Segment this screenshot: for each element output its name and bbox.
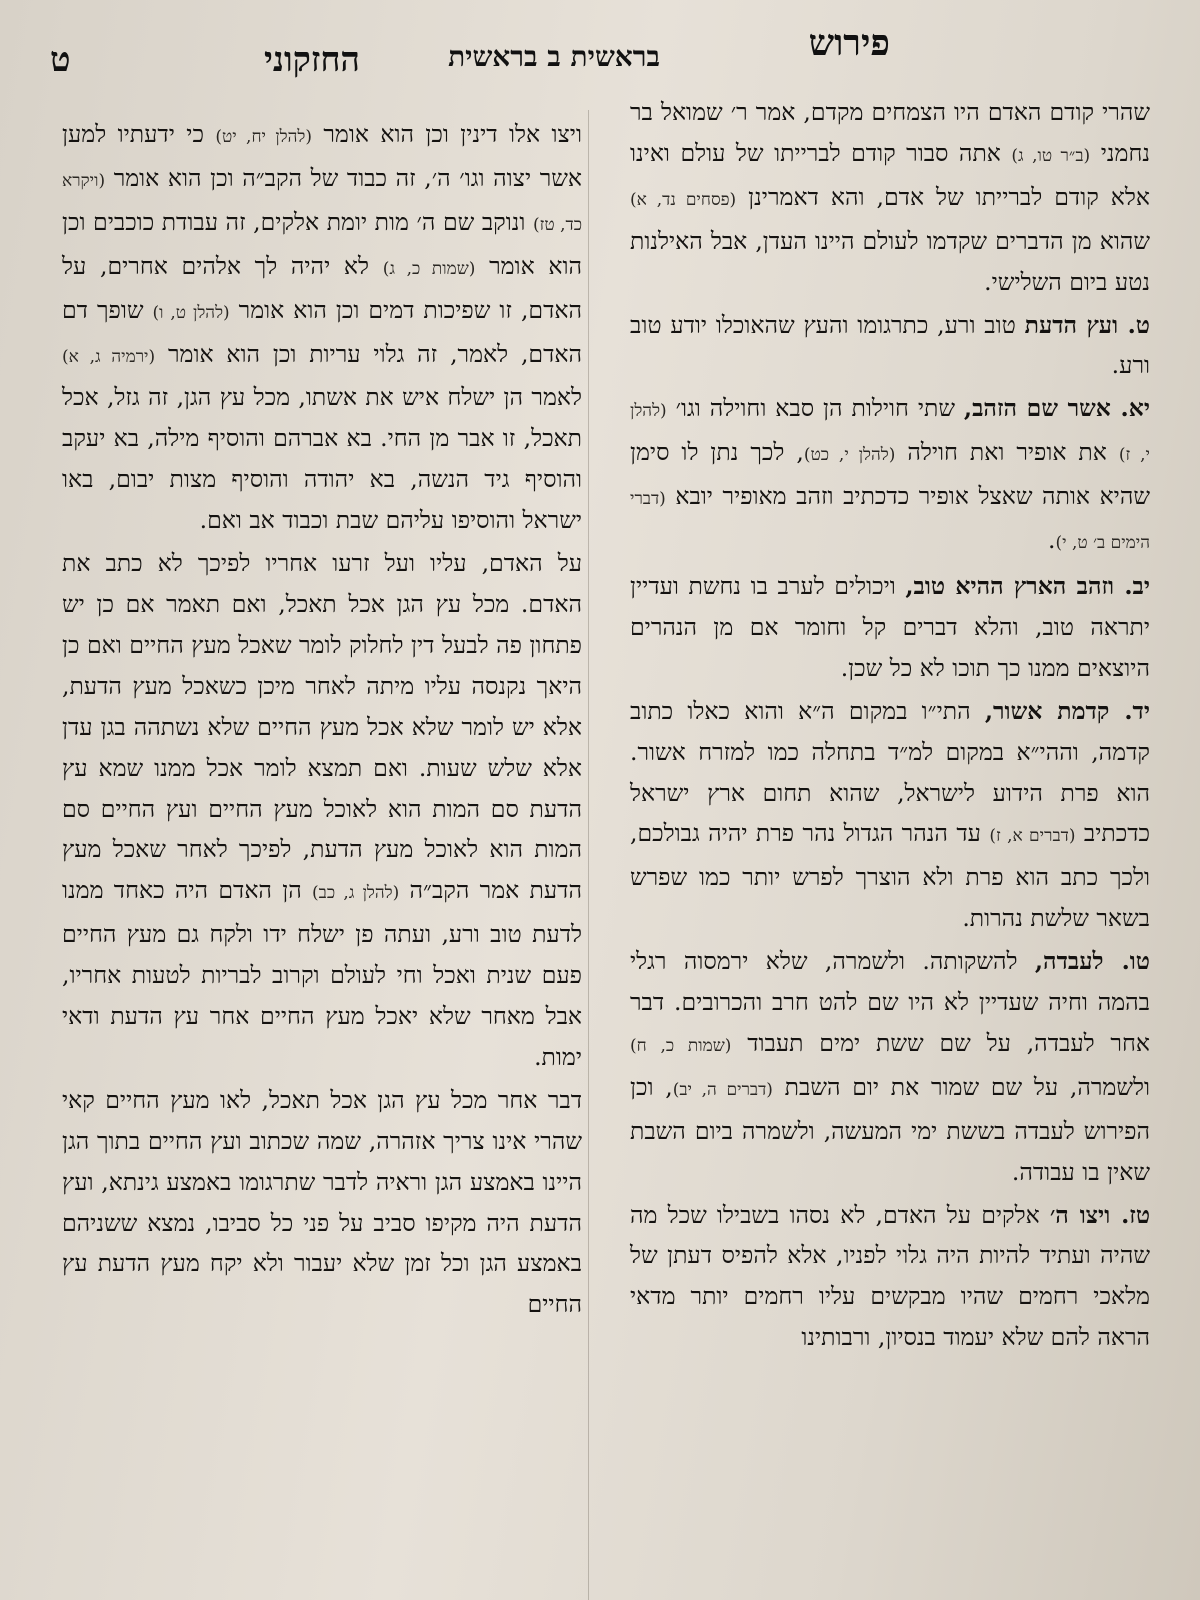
source-reference: (שמות כ, ג)	[382, 258, 476, 279]
header-verse-ref: בראשית ב בראשית	[448, 40, 660, 73]
source-reference: (להלן י, כט)	[803, 445, 896, 466]
source-reference: (דברים ה, יב)	[672, 1079, 773, 1100]
commentary-text: הן האדם היה כאחד ממנו לדעת טוב ורע, ועתה פן ישלח ידו ולקח גם מעץ החיים פעם שנית ואכל וחי לעולם וקרוב לבריות לטעות אחריו, אבל מאחר שלא יאכל מעץ החיים אחר עץ הדעת ודאי ימות.	[62, 876, 582, 1071]
commentary-text: ויצו אלו דינין וכן הוא אומר	[311, 120, 582, 148]
commentary-text: ולשמרה, על שם שמור את יום השבת	[772, 1072, 1150, 1101]
commentary-text: על האדם, עליו ועל זרעו אחריו לפיכך לא כתב את האדם. מכל עץ הגן אכל תאכל, ואם תאמר אם כן יש פתחון פה לבעל דין לחלוק לומר שאכל מעץ החיים ואם כן היאך נקנסה עליו מיתה לאחר מיכן כשאכל מעץ הדעת, אלא יש לומר שלא אכל מעץ החיים שלא נשתהה בגן עדן אלא שלש שעות. ואם תמצא לומר אכל ממנו שמא עץ הדעת סם המות הוא לאוכל מעץ החיים ועץ החיים סם המות הוא לאוכל מעץ הדעת, לפיכך לאחר שאכל מעץ הדעת אמר הקב״ה	[62, 549, 582, 905]
source-reference: (דברי הימים ב׳ ט, י)	[630, 489, 1150, 554]
source-reference: (להלן י, ז)	[630, 401, 1150, 466]
commentary-text: טוב ורע, כתרגומו והעץ שהאוכלו יודע טוב ורע.	[630, 310, 1150, 380]
column-divider	[588, 110, 589, 1600]
commentary-text: שופך דם האדם, לאמר, זה גלוי עריות וכן הוא אומר	[62, 295, 582, 368]
verse-lemma: יב. וזהב הארץ ההיא טוב,	[905, 571, 1150, 600]
commentary-paragraph	[62, 543, 582, 1078]
commentary-text: ויכולים לערב בו נחשת ועדיין יתראה טוב, והלא דברים קל וחומר אם מן הנהרים היוצאים ממנו כך תוכו לא כל שכן.	[630, 571, 1150, 682]
commentary-paragraph	[630, 1195, 1150, 1359]
commentary-text: כי ידעתיו למען אשר יצוה וגו׳ ה׳, זה כבוד של הקב״ה וכן הוא אומר	[62, 120, 582, 192]
commentary-text: לא יהיה לך אלהים אחרים, על האדם, זו שפיכות דמים וכן הוא אומר	[62, 251, 582, 324]
source-reference: (דברים א, ז)	[989, 826, 1076, 847]
commentary-text: שהוא מן הדברים שקדמו לעולם היינו העדן, אבל האילנות נטע ביום השלישי.	[630, 226, 1150, 296]
verse-lemma: יד. קדמת אשור,	[984, 696, 1150, 725]
commentary-text: ונוקב שם ה׳ מות יומת אלקים, זה עבודת כוכבים וכן הוא אומר	[62, 207, 582, 280]
commentary-text: אתה סבור קודם לברייתו של עולם ואינו אלא קודם לברייתו של אדם, והא דאמרינן	[630, 138, 1150, 211]
commentary-text: לאמר הן ישלח איש את אשתו, מכל עץ הגן, זה גזל, אכל תאכל, זו אבר מן החי. בא אברהם והוסיף מילה, בא יעקב והוסיף גיד הנשה, בא יהודה והוסיף מצות יבום, באו ישראל והוסיפו עליהם שבת וכבוד אב ואם.	[62, 383, 582, 535]
commentary-text: שהרי קודם האדם היו הצמחים מקדם, אמר ר׳ שמואל בר נחמני	[630, 98, 1150, 167]
commentary-paragraph	[630, 305, 1150, 387]
source-reference: (ויקרא כד, טז)	[62, 170, 582, 235]
commentary-paragraph	[62, 1080, 582, 1325]
commentary-paragraph	[630, 566, 1150, 689]
header-perush: פירוש	[808, 22, 890, 64]
commentary-text: את אופיר ואת חוילה	[895, 438, 1119, 467]
commentary-paragraph	[630, 92, 1150, 303]
commentary-text: .	[1048, 526, 1056, 555]
commentary-text: דבר אחר מכל עץ הגן אכל תאכל, לאו מעץ החיים קאי שהרי אינו צריך אזהרה, שמה שכתוב ועץ החיים בתוך הגן היינו באמצע הגן וראיה לדבר שתרגומו באמצע גינתא, ועץ הדעת היה מקיפו סביב על פני כל סביבו, נמצא ששניהם באמצע הגן וכל זמן שלא יעבור ולא יקח מעץ הדעת עץ החיים	[62, 1085, 582, 1319]
left-column	[62, 114, 582, 1327]
source-reference: (ירמיה ג, א)	[62, 346, 156, 367]
commentary-text: להשקותה. ולשמרה, שלא ירמסוה רגלי בהמה וחיה שעדיין לא היו שם להט חרב והכרובים. דבר אחר לעבדה, על שם ששת ימים תעבוד	[630, 947, 1150, 1057]
source-reference: (פסחים נד, א)	[630, 189, 737, 210]
commentary-text: , לכך נתן לו סימן שהיא אותה שאצל אופיר כדכתיב וזהב מאופיר יובא	[630, 438, 1150, 511]
commentary-text: אלקים על האדם, לא נסהו בשבילו שכל מה שהיה ועתיד להיות היה גלוי לפניו, אלא להפיס דעתן של מלאכי רחמים שהיו מבקשים עליו רחמים יותר מדאי הראה להם שלא יעמוד בנסיון, ורבותינו	[630, 1200, 1150, 1352]
source-reference: (להלן ט, ו)	[152, 302, 230, 323]
verse-lemma: יא. אשר שם הזהב,	[963, 394, 1150, 423]
page-number: ט	[50, 40, 71, 80]
commentary-paragraph	[630, 691, 1150, 939]
verse-lemma: טו. לעבדה,	[1034, 947, 1150, 976]
source-reference: (להלן ג, כב)	[312, 883, 400, 904]
header-chizkuni: החזקוני	[263, 40, 360, 80]
verse-lemma: טז. ויצו ה׳	[1049, 1200, 1151, 1229]
commentary-text: עד הנהר הגדול נהר פרת יהיה גבולכם, ולכך כתב הוא פרת ולא הוצרך לפרש יותר כמו שפרש בשאר שלשת נהרות.	[630, 819, 1150, 933]
running-header	[40, 18, 1160, 78]
verse-lemma: ט. ועץ הדעת	[1024, 310, 1150, 339]
right-column	[630, 92, 1150, 1360]
commentary-text: התי״ו במקום ה״א והוא כאלו כתוב קדמה, וההי״א במקום למ״ד בתחלה כמו למזרח אשור. הוא פרת הידוע לישראל, שהוא תחום ארץ ישראל כדכתיב	[630, 696, 1150, 848]
source-reference: (להלן יח, יט)	[215, 127, 312, 147]
source-reference: (שמות כ, ח)	[630, 1035, 732, 1056]
commentary-paragraph	[630, 388, 1150, 564]
source-reference: (ב״ר טו, ג)	[1011, 145, 1091, 166]
commentary-paragraph	[62, 114, 582, 541]
commentary-text: , וכן הפירוש לעבדה בששת ימי המעשה, ולשמרה ביום השבת שאין בו עבודה.	[630, 1072, 1150, 1186]
commentary-paragraph	[630, 941, 1150, 1192]
commentary-text: שתי חוילות הן סבא וחוילה וגו׳	[666, 394, 964, 423]
